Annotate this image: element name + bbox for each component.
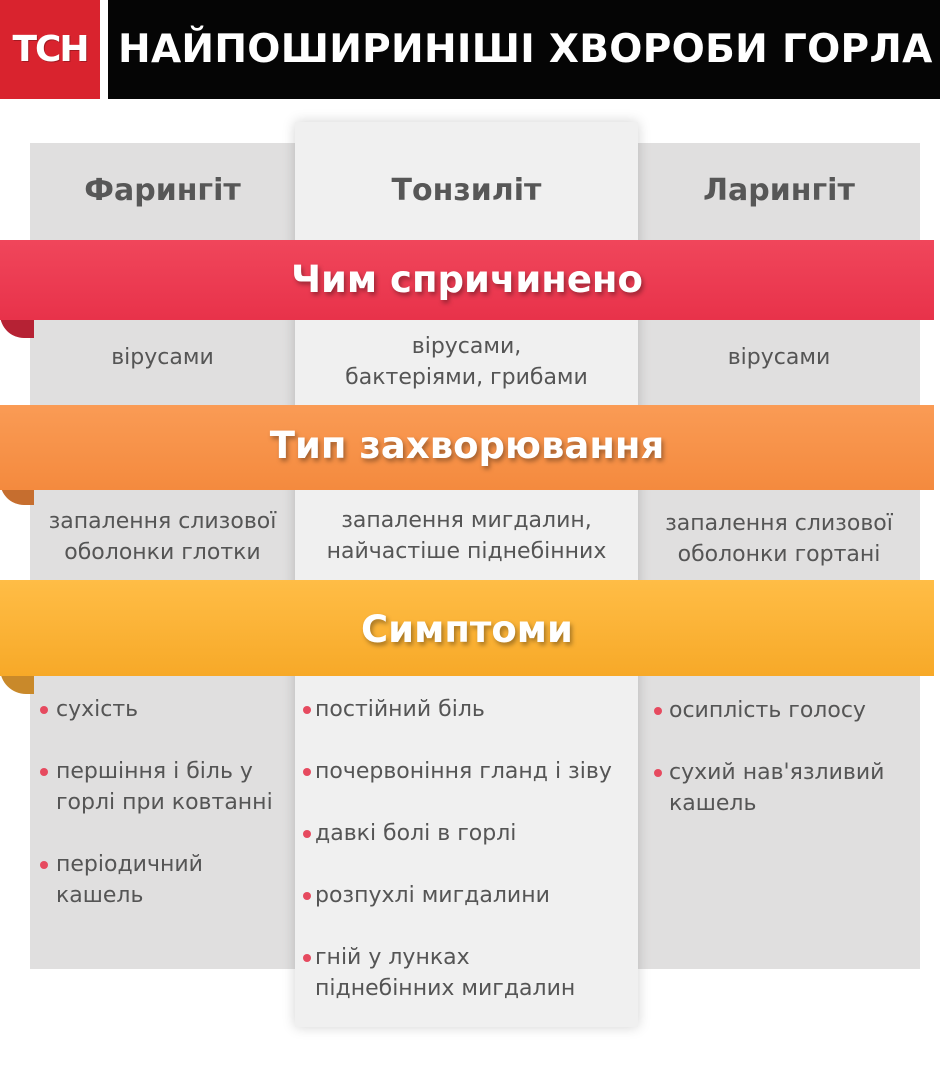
bullet-dot bbox=[303, 768, 311, 776]
symptom-line: почервоніння гланд і зіву bbox=[315, 759, 612, 784]
symptom-list bbox=[295, 694, 638, 1004]
symptom-line: давкі болі в горлі bbox=[315, 821, 517, 846]
symptom-line: постійний біль bbox=[315, 697, 485, 722]
symptom-item bbox=[295, 756, 638, 787]
cause-line: бактеріями, грибами bbox=[345, 365, 588, 390]
type-line: запалення мигдалин, bbox=[341, 508, 592, 533]
column-title: Ларингіт bbox=[703, 173, 855, 208]
symptom-list bbox=[30, 694, 295, 911]
symptom-item bbox=[295, 818, 638, 849]
symptom-line: гній у лунках bbox=[315, 945, 470, 970]
bullet-dot bbox=[303, 892, 311, 900]
symptom-item bbox=[30, 756, 295, 818]
symptom-line: сухість bbox=[56, 697, 139, 722]
page-title: НАЙПОШИРИНІШІ ХВОРОБИ ГОРЛА bbox=[118, 27, 933, 72]
bullet-dot bbox=[654, 769, 662, 777]
cause-line: вірусами, bbox=[411, 334, 522, 359]
type-cell bbox=[638, 508, 920, 570]
symptom-line: розпухлі мигдалини bbox=[315, 883, 550, 908]
cause-line: вірусами bbox=[727, 345, 831, 370]
bullet-dot bbox=[654, 707, 662, 715]
symptom-line: першіння і біль у bbox=[56, 759, 253, 784]
symptom-line: сухий нав'язливий bbox=[669, 760, 885, 785]
cause-cell bbox=[295, 331, 638, 393]
symptom-item bbox=[295, 880, 638, 911]
band-type bbox=[0, 405, 934, 505]
symptom-item bbox=[30, 849, 295, 911]
bullet-dot bbox=[303, 830, 311, 838]
symptom-list bbox=[638, 695, 920, 819]
band-label: Чим спричинено bbox=[291, 257, 643, 301]
type-line: запалення слизової bbox=[665, 511, 893, 536]
type-line: оболонки гортані bbox=[677, 542, 881, 567]
type-cell bbox=[295, 505, 638, 567]
bullet-dot bbox=[303, 954, 311, 962]
band-label: Тип захворювання bbox=[269, 423, 665, 467]
bullet-dot bbox=[40, 706, 48, 714]
bullet-dot bbox=[40, 768, 48, 776]
symptom-item bbox=[295, 694, 638, 725]
type-line: найчастіше піднебінних bbox=[326, 539, 607, 564]
column-title: Тонзиліт bbox=[391, 173, 542, 208]
symptom-line: горлі при ковтанні bbox=[56, 790, 273, 815]
type-cell bbox=[30, 506, 295, 568]
symptom-line: кашель bbox=[56, 883, 144, 908]
logo-text: ТСН bbox=[12, 29, 88, 70]
symptom-item bbox=[638, 695, 920, 726]
cause-cell bbox=[638, 342, 920, 373]
band-symptoms bbox=[0, 580, 934, 696]
tsn-logo bbox=[0, 0, 100, 99]
cause-cell bbox=[30, 342, 295, 373]
type-line: оболонки глотки bbox=[64, 540, 261, 565]
symptom-item bbox=[638, 757, 920, 819]
symptom-line: піднебінних мигдалин bbox=[315, 976, 576, 1001]
title-bar bbox=[108, 0, 940, 99]
type-line: запалення слизової bbox=[48, 509, 277, 534]
symptom-item bbox=[295, 942, 638, 1004]
symptom-item bbox=[30, 694, 295, 725]
symptom-line: осиплість голосу bbox=[669, 698, 866, 723]
band-label: Симптоми bbox=[361, 607, 573, 651]
bullet-dot bbox=[303, 706, 311, 714]
symptom-line: кашель bbox=[669, 791, 757, 816]
column-title: Фарингіт bbox=[84, 173, 241, 208]
band-cause bbox=[0, 240, 934, 340]
symptom-line: періодичний bbox=[56, 852, 203, 877]
bullet-dot bbox=[40, 861, 48, 869]
cause-line: вірусами bbox=[111, 345, 214, 370]
